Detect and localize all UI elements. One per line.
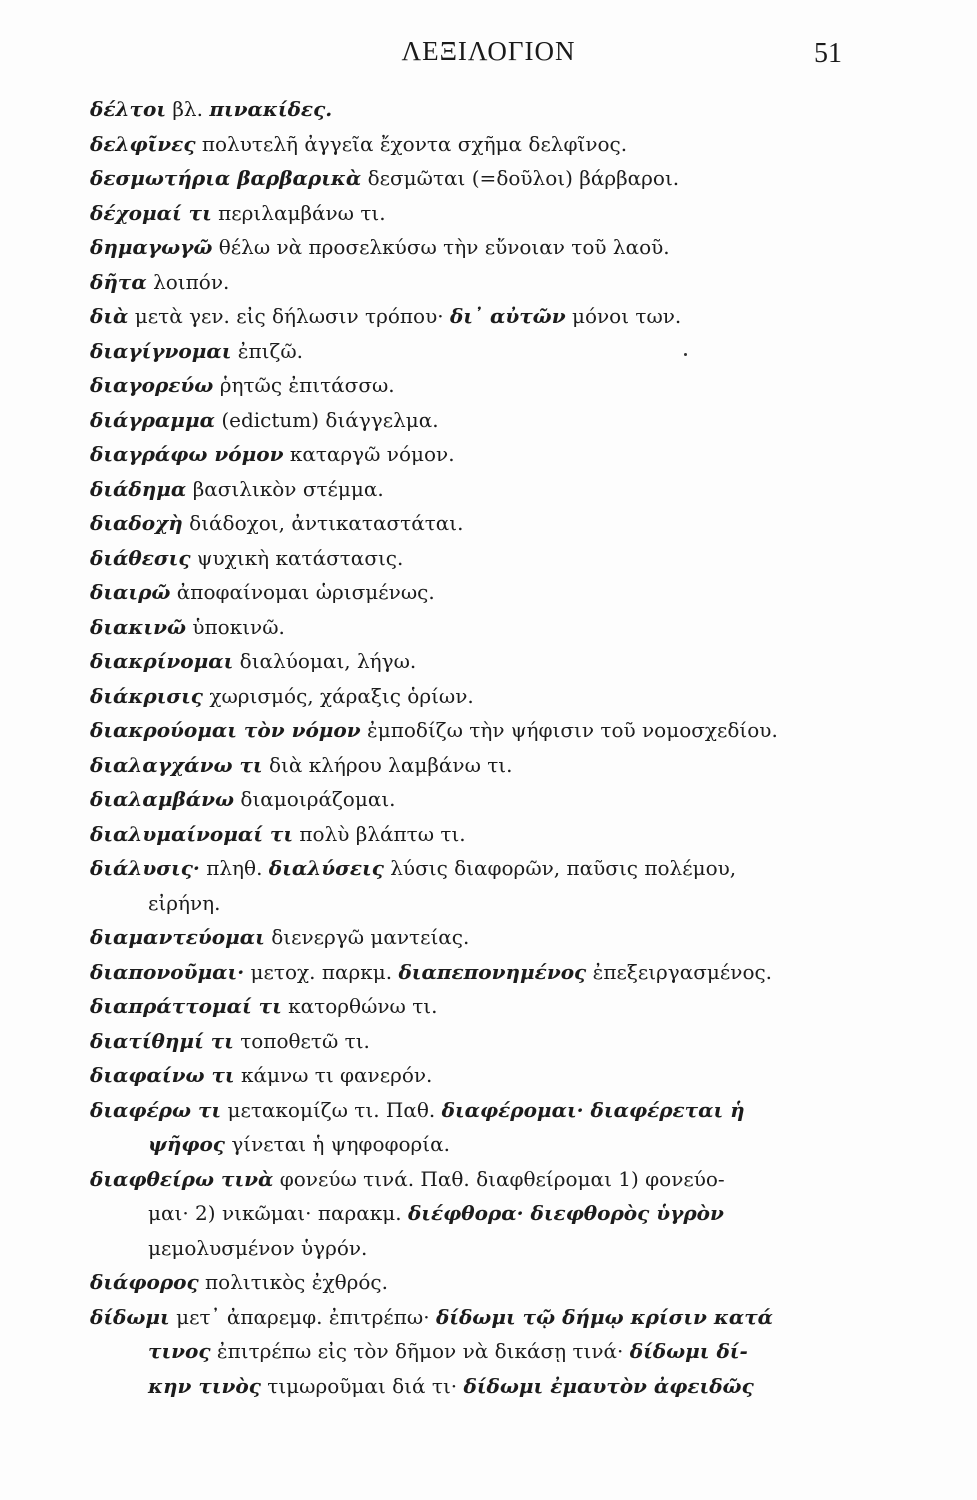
definition: ἐπιτρέπω εἰς τὸν δῆμον νὰ δικάσῃ τινά· <box>216 1339 624 1363</box>
headword: δίδωμι <box>90 1304 170 1329</box>
definition: διαμοιράζομαι. <box>240 787 396 811</box>
headword: δελφῖνες <box>90 131 196 156</box>
definition: βασιλικὸν στέμμα. <box>192 476 384 501</box>
glossary-entry <box>90 1162 845 1266</box>
headword: διαμαντεύομαι <box>90 925 265 949</box>
headword: διαλαμβάνω <box>90 787 235 811</box>
headword: διάλυσις· <box>90 856 200 880</box>
definition: μετ᾽ ἀπαρεμφ. ἐπιτρέπω· <box>176 1304 430 1329</box>
definition: τοποθετῶ τι. <box>240 1028 370 1053</box>
definition: ἐμποδίζω τὴν ψήφισιν τοῦ νομοσχεδίου. <box>367 718 778 742</box>
glossary-entry <box>90 161 845 196</box>
glossary-entry <box>90 920 845 955</box>
glossary-entry <box>90 748 845 783</box>
page-title: ΛΕΞΙΛΟΓΙΟΝ <box>401 36 576 66</box>
definition: περιλαμβάνω τι. <box>218 200 386 225</box>
definition: κατορθώνω τι. <box>288 994 438 1018</box>
glossary-entry <box>90 575 845 610</box>
glossary-entry <box>90 127 845 162</box>
glossary-entry <box>90 644 845 679</box>
glossary-entry <box>90 92 845 127</box>
definition: καταργῶ νόμον. <box>289 442 455 466</box>
headword: διαφθείρω τινὰ <box>90 1166 274 1191</box>
definition: διαλύομαι, λήγω. <box>239 649 417 673</box>
definition: μόνοι των. <box>571 304 682 328</box>
continuation-line <box>90 1196 845 1231</box>
definition: εἰρήνη. <box>148 890 221 915</box>
glossary-entry <box>90 299 845 334</box>
glossary-entry <box>90 1093 845 1162</box>
definition: μετὰ γεν. εἰς δήλωσιν τρόπου· <box>134 304 444 328</box>
definition: ἀποφαίνομαι ὡρισμένως. <box>176 580 435 604</box>
definition: βλ. <box>172 97 203 121</box>
definition: μεμολυσμένον ὑγρόν. <box>148 1235 368 1260</box>
definition: ψυχικὴ κατάστασις. <box>196 545 404 570</box>
definition: μετακομίζω τι. Παθ. <box>227 1097 436 1122</box>
definition: φονεύω τινά. Παθ. διαφθείρομαι 1) φονεύο- <box>279 1166 725 1191</box>
headword: διάθεσις <box>90 545 191 570</box>
glossary-entry <box>90 230 845 265</box>
headword: δημαγωγῶ <box>90 235 213 259</box>
glossary-entry <box>90 368 845 403</box>
headword: διάφορος <box>90 1270 199 1294</box>
glossary-entry <box>90 437 845 472</box>
sub-headword: δίδωμι ἐμαυτὸν ἀφειδῶς <box>463 1373 754 1398</box>
definition: διάδοχοι, ἀντικαταστάται. <box>189 511 464 535</box>
glossary-entry <box>90 713 845 748</box>
glossary-entries <box>90 92 845 1403</box>
glossary-entry <box>90 472 845 507</box>
headword: διαφαίνω τι <box>90 1063 235 1087</box>
headword: διαπράττομαί τι <box>90 994 282 1018</box>
definition: πολυτελῆ ἀγγεῖα ἔχοντα σχῆμα δελφῖνος. <box>201 131 628 156</box>
headword: δῆτα <box>90 269 147 294</box>
definition: χωρισμός, χάραξις ὁρίων. <box>209 683 474 708</box>
definition: ὑποκινῶ. <box>192 614 285 639</box>
headword: διακινῶ <box>90 614 186 639</box>
headword: διαδοχὴ <box>90 511 183 535</box>
glossary-entry <box>90 265 845 300</box>
sub-headword: δίδωμι δί- <box>629 1339 748 1363</box>
glossary-entry <box>90 955 845 990</box>
continuation-line <box>90 1334 845 1369</box>
glossary-entry <box>90 679 845 714</box>
sub-headword: διαλύσεις <box>268 856 384 880</box>
headword: διάγραμμα <box>90 407 215 432</box>
glossary-entry <box>90 1058 845 1093</box>
headword: διαλυμαίνομαί τι <box>90 821 294 846</box>
definition: λύσις διαφορῶν, παῦσις πολέμου, <box>390 856 737 880</box>
glossary-entry <box>90 1024 845 1059</box>
definition: γίνεται ἡ ψηφοφορία. <box>231 1132 450 1156</box>
glossary-entry <box>90 506 845 541</box>
glossary-entry <box>90 1265 845 1300</box>
glossary-entry <box>90 817 845 852</box>
glossary-entry <box>90 851 845 920</box>
glossary-entry <box>90 403 845 438</box>
headword: διαγράφω νόμον <box>90 442 284 466</box>
definition: πληθ. <box>206 856 263 880</box>
headword: διαγορεύω <box>90 373 214 397</box>
sub-headword: δίδωμι τῷ δήμῳ κρίσιν κατά <box>435 1304 774 1329</box>
definition: μαι· 2) νικῶμαι· παρακμ. <box>148 1201 402 1225</box>
definition: κάμνω τι φανερόν. <box>240 1063 433 1087</box>
headword: διάκρισις <box>90 683 203 708</box>
sub-headword: διαφέρομαι· διαφέρεται ἡ <box>441 1097 745 1122</box>
headword: διαγίγνομαι <box>90 338 232 363</box>
headword: διαπονοῦμαι· <box>90 959 245 984</box>
glossary-entry <box>90 541 845 576</box>
definition: τιμωροῦμαι διά τι· <box>267 1373 458 1398</box>
definition: ἐπεξειργασμένος. <box>592 959 773 984</box>
sub-headword: διαπεπονημένος <box>398 959 587 984</box>
continuation-line <box>90 886 845 921</box>
headword: διακρούομαι τὸν νόμον <box>90 718 361 742</box>
continuation-line <box>90 1369 845 1404</box>
sub-headword: ψῆφος <box>148 1132 225 1156</box>
continuation-line <box>90 1127 845 1162</box>
definition: μετοχ. παρκμ. <box>250 959 393 984</box>
continuation-line <box>90 1231 845 1266</box>
glossary-entry <box>90 610 845 645</box>
headword: διατίθημί τι <box>90 1028 234 1053</box>
definition: ῥητῶς ἐπιτάσσω. <box>219 373 395 397</box>
headword: διαλαγχάνω τι <box>90 752 263 777</box>
definition: διενεργῶ μαντείας. <box>271 925 470 949</box>
definition: διὰ κλήρου λαμβάνω τι. <box>268 752 513 777</box>
headword: δέλτοι <box>90 97 166 121</box>
headword: διαφέρω τι <box>90 1097 222 1122</box>
headword: διὰ <box>90 304 129 328</box>
headword: διαιρῶ <box>90 580 171 604</box>
glossary-entry <box>90 989 845 1024</box>
sub-headword: κην τινὸς <box>148 1373 261 1398</box>
cross-reference: πινακίδες. <box>209 97 333 121</box>
glossary-entry <box>90 1300 845 1404</box>
headword: δέχομαί τι <box>90 200 212 225</box>
sub-headword: δι᾽ αὐτῶν <box>449 304 566 328</box>
definition: πολιτικὸς ἐχθρός. <box>205 1270 388 1294</box>
page-number: 51 <box>814 38 842 69</box>
headword: διακρίνομαι <box>90 649 234 673</box>
definition: θέλω νὰ προσελκύσω τὴν εὔνοιαν τοῦ λαοῦ. <box>218 235 670 259</box>
glossary-entry <box>90 196 845 231</box>
headword: δεσμωτήρια βαρβαρικὰ <box>90 166 362 190</box>
glossary-entry <box>90 334 845 369</box>
sub-headword: τινος <box>148 1339 211 1363</box>
headword: διάδημα <box>90 476 187 501</box>
definition: ἐπιζῶ. <box>237 338 304 363</box>
glossary-entry <box>90 782 845 817</box>
definition: πολὺ βλάπτω τι. <box>299 821 466 846</box>
definition: (edictum) διάγγελμα. <box>221 407 439 432</box>
definition: λοιπόν. <box>153 269 230 294</box>
sub-headword: διέφθορα· διεφθορὸς ὑγρὸν <box>407 1201 724 1225</box>
definition: δεσμῶται (=δοῦλοι) βάρβαροι. <box>367 166 680 190</box>
